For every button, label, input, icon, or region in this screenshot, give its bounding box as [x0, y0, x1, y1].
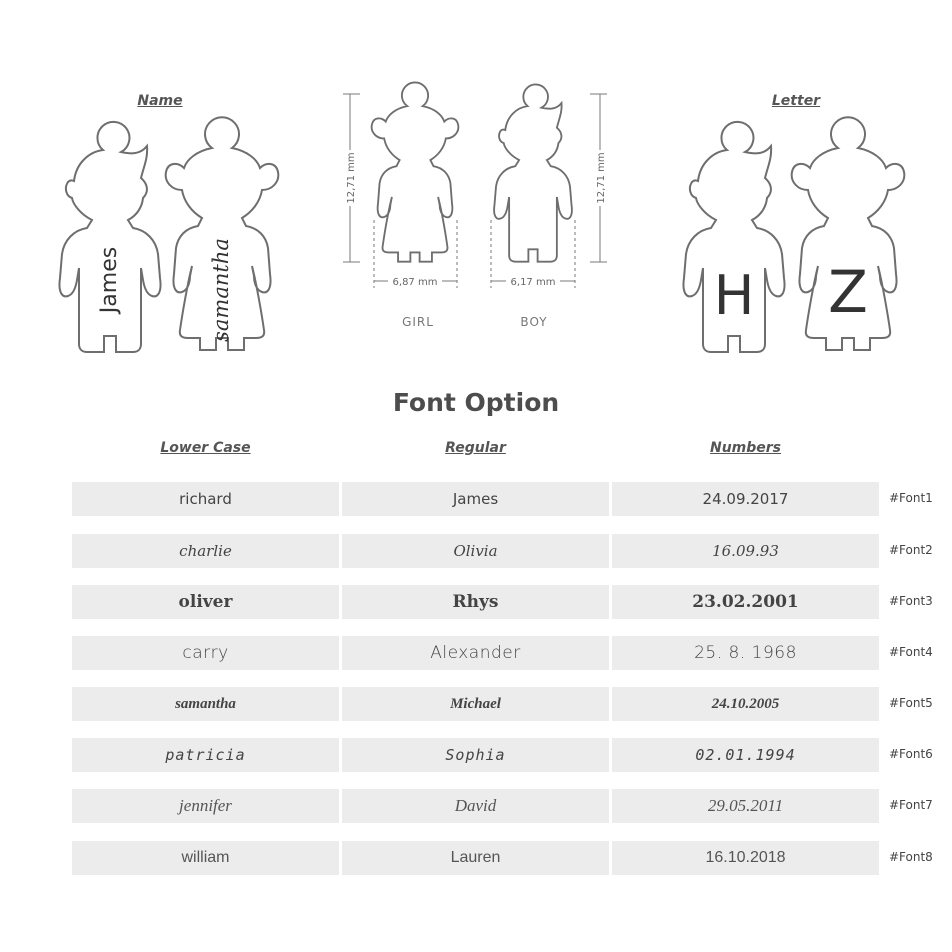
font-sample-regular: Lauren [342, 841, 609, 875]
font-row-1 [72, 482, 952, 516]
font-sample-number: 16.10.2018 [612, 841, 879, 875]
col-head-regular: Regular [445, 440, 506, 456]
girl-charm-letter [792, 117, 905, 350]
font-sample-regular: Sophia [342, 738, 609, 772]
font-sample-lower: patricia [72, 738, 339, 772]
font-sample-regular: Alexander [342, 636, 609, 670]
girl-charm-name [166, 117, 279, 350]
girl-dimension-charm [372, 82, 459, 261]
font-sample-number: 29.05.2011 [612, 789, 879, 823]
font-sample-regular: Olivia [342, 534, 609, 568]
font-sample-lower: richard [72, 482, 339, 516]
font-tag: #Font2 [889, 543, 933, 557]
font-tag: #Font7 [889, 798, 933, 812]
font-row-2 [72, 534, 952, 568]
font-row-6 [72, 738, 952, 772]
boy-width-label: 6,17 mm [510, 277, 556, 288]
font-sample-number: 16.09.93 [612, 534, 879, 568]
font-sample-number: 25. 8. 1968 [612, 636, 879, 670]
font-sample-regular: James [342, 482, 609, 516]
font-row-7 [72, 789, 952, 823]
font-row-5 [72, 687, 952, 721]
col-head-numbers: Numbers [709, 440, 782, 456]
font-sample-lower: jennifer [72, 789, 339, 823]
font-tag: #Font4 [889, 645, 933, 659]
boy-dimension-charm [494, 84, 572, 261]
font-option-title: Font Option [392, 388, 560, 417]
font-sample-lower: carry [72, 636, 339, 670]
font-tag: #Font5 [889, 696, 933, 710]
girl-width-label: 6,87 mm [392, 277, 438, 288]
boy-charm-letter-text: H [713, 264, 755, 327]
boy-charm-name-text: James [97, 246, 122, 314]
height-label-right: 12,71 mm [596, 152, 607, 204]
name-section-label: Name [137, 93, 183, 109]
boy-label: BOY [520, 315, 548, 329]
font-sample-number: 23.02.2001 [612, 585, 879, 619]
font-tag: #Font1 [889, 491, 933, 505]
font-sample-regular: David [342, 789, 609, 823]
font-row-8 [72, 841, 952, 875]
font-sample-number: 24.09.2017 [612, 482, 879, 516]
font-sample-number: 02.01.1994 [612, 738, 879, 772]
font-row-4 [72, 636, 952, 670]
boy-charm-letter [683, 122, 784, 352]
font-sample-regular: Michael [342, 687, 609, 721]
font-tag: #Font6 [889, 747, 933, 761]
height-label-left: 12,71 mm [346, 152, 357, 204]
font-sample-lower: samantha [72, 687, 339, 721]
charm-illustrations [0, 80, 952, 370]
girl-label: GIRL [402, 315, 434, 329]
girl-charm-letter-text: Z [828, 258, 868, 326]
girl-charm-name-text: samantha [209, 238, 233, 342]
boy-charm-name [59, 122, 160, 352]
letter-section-label: Letter [771, 93, 821, 109]
font-sample-lower: william [72, 841, 339, 875]
font-sample-regular: Rhys [342, 585, 609, 619]
font-sample-number: 24.10.2005 [612, 687, 879, 721]
font-tag: #Font3 [889, 594, 933, 608]
font-row-3 [72, 585, 952, 619]
col-head-lower-case: Lower Case [160, 440, 251, 456]
font-sample-lower: charlie [72, 534, 339, 568]
font-sample-lower: oliver [72, 585, 339, 619]
font-tag: #Font8 [889, 850, 933, 864]
